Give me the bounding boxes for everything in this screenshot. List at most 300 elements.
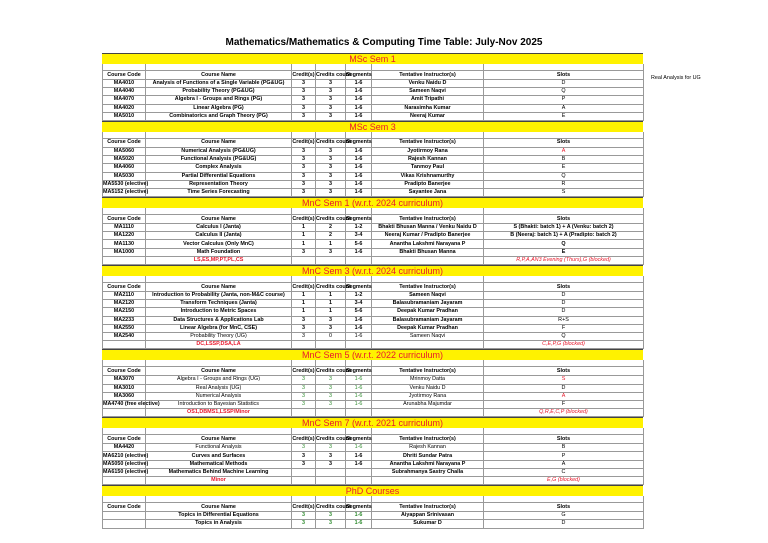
section-table (102, 64, 644, 121)
segments-cell: 1-6 (346, 248, 372, 256)
segments-cell: 1-6 (346, 376, 372, 384)
course-name: Data Structures & Applications Lab (146, 316, 292, 324)
credits-count-cell: 2 (316, 224, 346, 232)
timetable-section (102, 417, 643, 485)
table-row (103, 512, 644, 520)
course-name: Linear Algebra (for MnC, CSE) (146, 324, 292, 332)
empty-cell (372, 256, 484, 264)
column-header: Course Code (103, 367, 146, 376)
course-code: MA3060 (103, 392, 146, 400)
table-row (103, 147, 644, 155)
instructor-cell: Jyotirmoy Rana (372, 147, 484, 155)
course-code: MA2120 (103, 300, 146, 308)
credits-count-cell: 1 (316, 300, 346, 308)
empty-cell (103, 409, 146, 417)
credits-count-cell: 3 (316, 400, 346, 408)
column-header: Course Code (103, 283, 146, 292)
course-name: Math Foundation (146, 248, 292, 256)
column-header: Course Name (146, 71, 292, 80)
slot-cell: Q (484, 88, 644, 96)
slot-cell: S (Bhakti: batch 1) + A (Venku: batch 2) (484, 224, 644, 232)
instructor-cell: Bhakti Bhusan Manna / Venku Naidu D (372, 224, 484, 232)
table-row (103, 112, 644, 120)
column-header: Segments (346, 435, 372, 442)
header-row (103, 215, 644, 224)
segments-cell: 1-6 (346, 164, 372, 172)
course-name: Transform Techniques (Janta) (146, 300, 292, 308)
empty-cell (292, 477, 316, 485)
column-header: Course Code (103, 71, 146, 80)
slot-cell: D (484, 384, 644, 392)
table-row (103, 468, 644, 476)
course-code: MA2540 (103, 332, 146, 340)
slot-cell: D (484, 520, 644, 528)
course-name: Introduction to Probability (Janta, non-M&C course) (146, 292, 292, 300)
instructor-cell: Pradipto Banerjee (372, 180, 484, 188)
slot-cell: E (484, 248, 644, 256)
credits-count-cell: 3 (316, 520, 346, 528)
column-header: Tentative Instructor(s) (372, 367, 484, 376)
table-row (103, 460, 644, 468)
instructor-cell: Anantha Lakshmi Narayana P (372, 240, 484, 248)
section-title: MnC Sem 7 (w.r.t. 2021 curriculum) (102, 417, 643, 428)
table-row (103, 444, 644, 452)
side-note: Real Analysis for UG (651, 75, 701, 81)
segments-cell: 1-6 (346, 400, 372, 408)
credits-count-cell: 3 (316, 444, 346, 452)
credit-cell: 3 (292, 104, 316, 112)
slot-cell: E (484, 164, 644, 172)
column-header: Slots (484, 503, 644, 512)
credits-count-cell: 1 (316, 292, 346, 300)
page-title: Mathematics/Mathematics & Computing Time Table: July-Nov 2025 (225, 37, 543, 48)
column-header: Credits count (316, 71, 351, 78)
empty-cell (372, 409, 484, 417)
slot-cell: A (484, 392, 644, 400)
course-name: Linear Algebra (PG) (146, 104, 292, 112)
course-code: MA4740 (free elective) (103, 400, 160, 407)
credits-count-cell: 2 (316, 232, 346, 240)
timetable-section (102, 349, 643, 417)
instructor-cell: Tanmoy Paul (372, 164, 484, 172)
slot-cell: D (484, 292, 644, 300)
column-header: Credit(s) (292, 367, 315, 374)
credit-cell (292, 468, 316, 476)
credit-cell: 3 (292, 88, 316, 96)
segments-cell: 1-6 (346, 512, 372, 520)
header-row (103, 435, 644, 444)
column-header: Tentative Instructor(s) (372, 71, 484, 80)
instructor-cell: Deepak Kumar Pradhan (372, 324, 484, 332)
header-row (103, 71, 644, 80)
course-name: Analysis of Functions of a Single Variable (PG&UG) (146, 80, 292, 88)
credit-cell: 1 (292, 240, 316, 248)
column-header: Segments (346, 71, 372, 78)
section-table (102, 360, 644, 417)
empty-cell (103, 256, 146, 264)
instructor-cell: Mrinmoy Datta (372, 376, 484, 384)
course-name: Combinatorics and Graph Theory (PG) (146, 112, 292, 120)
course-code: MA5530 (elective) (103, 180, 149, 187)
instructor-cell: Arunabha Majumdar (372, 400, 484, 408)
empty-cell (346, 409, 372, 417)
slot-cell: F (484, 324, 644, 332)
credits-count-cell: 3 (316, 460, 346, 468)
table-row (103, 452, 644, 460)
empty-cell (316, 477, 346, 485)
credits-count-cell: 3 (316, 452, 346, 460)
course-name: Algebra I - Groups and Rings (UG) (146, 376, 292, 384)
instructor-cell: Neeraj Kumar (372, 112, 484, 120)
course-code (103, 512, 146, 520)
credits-count-cell: 0 (316, 332, 346, 340)
section-title: MSc Sem 3 (102, 121, 643, 132)
course-code: MA3010 (103, 384, 146, 392)
section-table (102, 428, 644, 485)
footer-row (103, 409, 644, 417)
column-header: Course Code (103, 215, 146, 224)
table-row (103, 316, 644, 324)
instructor-cell: Venku Naidu D (372, 80, 484, 88)
segments-cell (346, 468, 372, 476)
table-row (103, 232, 644, 240)
column-header: Course Code (103, 138, 146, 147)
segments-cell: 3-4 (346, 300, 372, 308)
table-row (103, 300, 644, 308)
slot-cell: P (484, 96, 644, 104)
empty-cell (103, 341, 146, 349)
course-code: MA4420 (103, 444, 146, 452)
credits-count-cell: 3 (316, 80, 346, 88)
column-header: Segments (346, 503, 372, 510)
segments-cell: 3-4 (346, 232, 372, 240)
slot-cell: A (484, 104, 644, 112)
segments-cell: 1-6 (346, 156, 372, 164)
credits-count-cell: 3 (316, 147, 346, 155)
course-name: Topics in Differential Equations (146, 512, 292, 520)
instructor-cell: Jyotirmoy Rana (372, 392, 484, 400)
table-row (103, 164, 644, 172)
credit-cell: 3 (292, 332, 316, 340)
course-code: MA5020 (103, 156, 146, 164)
credits-count-cell: 3 (316, 164, 346, 172)
segments-cell: 1-6 (346, 104, 372, 112)
course-code: MA6210 (elective) (103, 452, 149, 459)
column-header: Credits count (316, 503, 351, 510)
blocked-courses: Minor (146, 477, 292, 485)
course-name: Time Series Forecasting (146, 188, 292, 196)
section-table (102, 276, 644, 349)
table-row (103, 520, 644, 528)
course-code: MA4040 (103, 88, 146, 96)
section-title: MnC Sem 3 (w.r.t. 2024 curriculum) (102, 265, 643, 276)
slot-cell: S (484, 376, 644, 384)
credits-count-cell: 3 (316, 324, 346, 332)
course-name: Curves and Surfaces (146, 452, 292, 460)
timetable-section (102, 121, 643, 197)
instructor-cell: Balasubramaniam Jayaram (372, 300, 484, 308)
table-row (103, 180, 644, 188)
course-code: MA5152 (elective) (103, 188, 149, 195)
blocked-courses: LS,ES,MP,PT,PL,CS (146, 256, 292, 264)
course-code: MA1130 (103, 240, 146, 248)
section-title: MnC Sem 1 (w.r.t. 2024 curriculum) (102, 197, 643, 208)
column-header: Segments (346, 367, 372, 374)
course-code: MA4010 (103, 80, 146, 88)
empty-cell (372, 477, 484, 485)
slot-cell: D (484, 308, 644, 316)
empty-cell (292, 409, 316, 417)
slot-cell: Q (484, 172, 644, 180)
credit-cell: 3 (292, 376, 316, 384)
course-name: Introduction to Bayesian Statistics (146, 400, 292, 408)
table-row (103, 324, 644, 332)
course-name: Calculus II (Janta) (146, 232, 292, 240)
instructor-cell: Sameen Naqvi (372, 88, 484, 96)
credits-count-cell: 3 (316, 188, 346, 196)
course-name: Partial Differential Equations (146, 172, 292, 180)
column-header: Course Name (146, 283, 292, 292)
course-code: MA2150 (103, 308, 146, 316)
instructor-cell: Amit Tripathi (372, 96, 484, 104)
segments-cell: 1-6 (346, 520, 372, 528)
segments-cell: 1-6 (346, 80, 372, 88)
blocked-slots: E,G (blocked) (484, 477, 644, 485)
table-row (103, 332, 644, 340)
slot-cell: G (484, 512, 644, 520)
table-row (103, 172, 644, 180)
credit-cell: 3 (292, 384, 316, 392)
credits-count-cell: 3 (316, 316, 346, 324)
course-code: MA5050 (elective) (103, 460, 149, 467)
instructor-cell: Subrahmanya Sastry Challa (372, 468, 484, 476)
header-row (103, 367, 644, 376)
course-code: MA4020 (103, 104, 146, 112)
credit-cell: 3 (292, 180, 316, 188)
column-header: Tentative Instructor(s) (372, 435, 484, 444)
instructor-cell: Sukumar D (372, 520, 484, 528)
credits-count-cell: 1 (316, 308, 346, 316)
column-header: Credit(s) (292, 435, 315, 442)
table-row (103, 292, 644, 300)
segments-cell: 1-6 (346, 452, 372, 460)
slot-cell: R (484, 180, 644, 188)
credit-cell: 3 (292, 96, 316, 104)
empty-cell (292, 256, 316, 264)
course-code: MA5060 (103, 147, 146, 155)
instructor-cell: Sameen Naqvi (372, 332, 484, 340)
column-header: Tentative Instructor(s) (372, 215, 484, 224)
empty-cell (346, 477, 372, 485)
table-row (103, 104, 644, 112)
credit-cell: 3 (292, 324, 316, 332)
credit-cell: 3 (292, 520, 316, 528)
slot-cell: B (484, 156, 644, 164)
column-header: Credits count (316, 139, 351, 146)
course-code: MA6150 (elective) (103, 468, 149, 475)
footer-row (103, 477, 644, 485)
empty-cell (103, 477, 146, 485)
column-header: Credit(s) (292, 71, 315, 78)
segments-cell: 1-6 (346, 324, 372, 332)
slot-cell: Q (484, 240, 644, 248)
segments-cell: 1-6 (346, 180, 372, 188)
credit-cell: 3 (292, 400, 316, 408)
table-row (103, 392, 644, 400)
blocked-slots: C,E,P,G (blocked) (484, 341, 644, 349)
segments-cell: 1-6 (346, 460, 372, 468)
segments-cell: 1-6 (346, 444, 372, 452)
table-row (103, 308, 644, 316)
instructor-cell: Aiyappan Srinivasan (372, 512, 484, 520)
segments-cell: 1-6 (346, 88, 372, 96)
course-name: Algebra I - Groups and Rings (PG) (146, 96, 292, 104)
timetable-section (102, 485, 643, 528)
timetable-sheet (102, 53, 643, 529)
credit-cell: 1 (292, 308, 316, 316)
course-name: Calculus I (Janta) (146, 224, 292, 232)
slot-cell: F (484, 400, 644, 408)
column-header: Slots (484, 367, 644, 376)
segments-cell: 1-2 (346, 224, 372, 232)
credit-cell: 3 (292, 172, 316, 180)
slot-cell: P (484, 452, 644, 460)
segments-cell: 1-6 (346, 332, 372, 340)
slot-cell: B (Neeraj: batch 1) + A (Pradipto: batch 2) (484, 232, 644, 240)
column-header: Slots (484, 435, 644, 444)
section-table (102, 496, 644, 528)
credits-count-cell: 3 (316, 512, 346, 520)
section-table (102, 208, 644, 265)
empty-cell (292, 341, 316, 349)
instructor-cell: Deepak Kumar Pradhan (372, 308, 484, 316)
table-row (103, 156, 644, 164)
credits-count-cell: 3 (316, 104, 346, 112)
blocked-slots: Q,R,E,C,P (blocked) (484, 409, 644, 417)
credit-cell: 1 (292, 300, 316, 308)
credit-cell: 1 (292, 232, 316, 240)
footer-row (103, 256, 644, 264)
course-code: MA1110 (103, 224, 146, 232)
empty-cell (346, 341, 372, 349)
instructor-cell: Venku Naidu D (372, 384, 484, 392)
credit-cell: 3 (292, 248, 316, 256)
segments-cell: 1-6 (346, 316, 372, 324)
column-header: Credits count (316, 283, 351, 290)
slot-cell: A (484, 460, 644, 468)
blocked-courses: DC,LSSP,DSA,LA (146, 341, 292, 349)
empty-cell (346, 256, 372, 264)
segments-cell: 5-6 (346, 308, 372, 316)
section-title: PhD Courses (102, 485, 643, 496)
course-code: MA5010 (103, 112, 146, 120)
course-code: MA4070 (103, 96, 146, 104)
timetable-section (102, 265, 643, 349)
table-row (103, 240, 644, 248)
slot-cell: E (484, 112, 644, 120)
credit-cell: 1 (292, 292, 316, 300)
slot-cell: B (484, 444, 644, 452)
segments-cell: 1-6 (346, 384, 372, 392)
table-row (103, 376, 644, 384)
instructor-cell: Narasimha Kumar (372, 104, 484, 112)
footer-row (103, 341, 644, 349)
column-header: Credit(s) (292, 215, 315, 222)
instructor-cell: Sameen Naqvi (372, 292, 484, 300)
segments-cell: 1-2 (346, 292, 372, 300)
column-header: Segments (346, 215, 372, 222)
segments-cell: 1-6 (346, 147, 372, 155)
instructor-cell: Rajesh Kannan (372, 444, 484, 452)
column-header: Course Name (146, 215, 292, 224)
column-header: Credit(s) (292, 139, 315, 146)
column-header: Segments (346, 283, 372, 290)
course-name: Numerical Analysis (PG&UG) (146, 147, 292, 155)
header-row (103, 138, 644, 147)
slot-cell: A (484, 147, 644, 155)
course-name: Representation Theory (146, 180, 292, 188)
column-header: Credits count (316, 435, 351, 442)
column-header: Course Code (103, 435, 146, 444)
instructor-cell: Balasubramaniam Jayaram (372, 316, 484, 324)
column-header: Course Name (146, 435, 292, 444)
credit-cell: 1 (292, 224, 316, 232)
credit-cell: 3 (292, 512, 316, 520)
table-row (103, 400, 644, 408)
course-name: Functional Analysis (146, 444, 292, 452)
credits-count-cell: 3 (316, 392, 346, 400)
credit-cell: 3 (292, 316, 316, 324)
course-code: MA1000 (103, 248, 146, 256)
column-header: Credit(s) (292, 283, 315, 290)
course-code: MA5030 (103, 172, 146, 180)
table-row (103, 224, 644, 232)
course-code: MA4060 (103, 164, 146, 172)
segments-cell: 1-6 (346, 392, 372, 400)
slot-cell: D (484, 300, 644, 308)
blocked-courses: OS1,DBMS1,LSSP/Minor (146, 409, 292, 417)
course-code: MA3070 (103, 376, 146, 384)
section-title: MnC Sem 5 (w.r.t. 2022 curriculum) (102, 349, 643, 360)
instructor-cell: Dhriti Sundar Patra (372, 452, 484, 460)
column-header: Tentative Instructor(s) (372, 283, 484, 292)
blocked-slots: R,P,A,AN3 Evening (Thurs),G (blocked) (484, 256, 644, 264)
course-name: Real Analysis (UG) (146, 384, 292, 392)
course-code: MA1220 (103, 232, 146, 240)
credits-count-cell: 3 (316, 96, 346, 104)
credits-count-cell: 3 (316, 156, 346, 164)
column-header: Credits count (316, 367, 351, 374)
slot-cell: R+S (484, 316, 644, 324)
credit-cell: 3 (292, 112, 316, 120)
credits-count-cell: 3 (316, 88, 346, 96)
column-header: Course Name (146, 367, 292, 376)
column-header: Slots (484, 138, 644, 147)
empty-cell (316, 341, 346, 349)
column-header: Course Code (103, 503, 146, 512)
column-header: Slots (484, 283, 644, 292)
table-row (103, 88, 644, 96)
column-header: Tentative Instructor(s) (372, 503, 484, 512)
course-name: Vector Calculus (Only MnC) (146, 240, 292, 248)
empty-cell (316, 256, 346, 264)
slot-cell: D (484, 80, 644, 88)
course-name: Complex Analysis (146, 164, 292, 172)
instructor-cell: Rajesh Kannan (372, 156, 484, 164)
credits-count-cell: 3 (316, 172, 346, 180)
course-code (103, 520, 146, 528)
slot-cell: Q (484, 332, 644, 340)
